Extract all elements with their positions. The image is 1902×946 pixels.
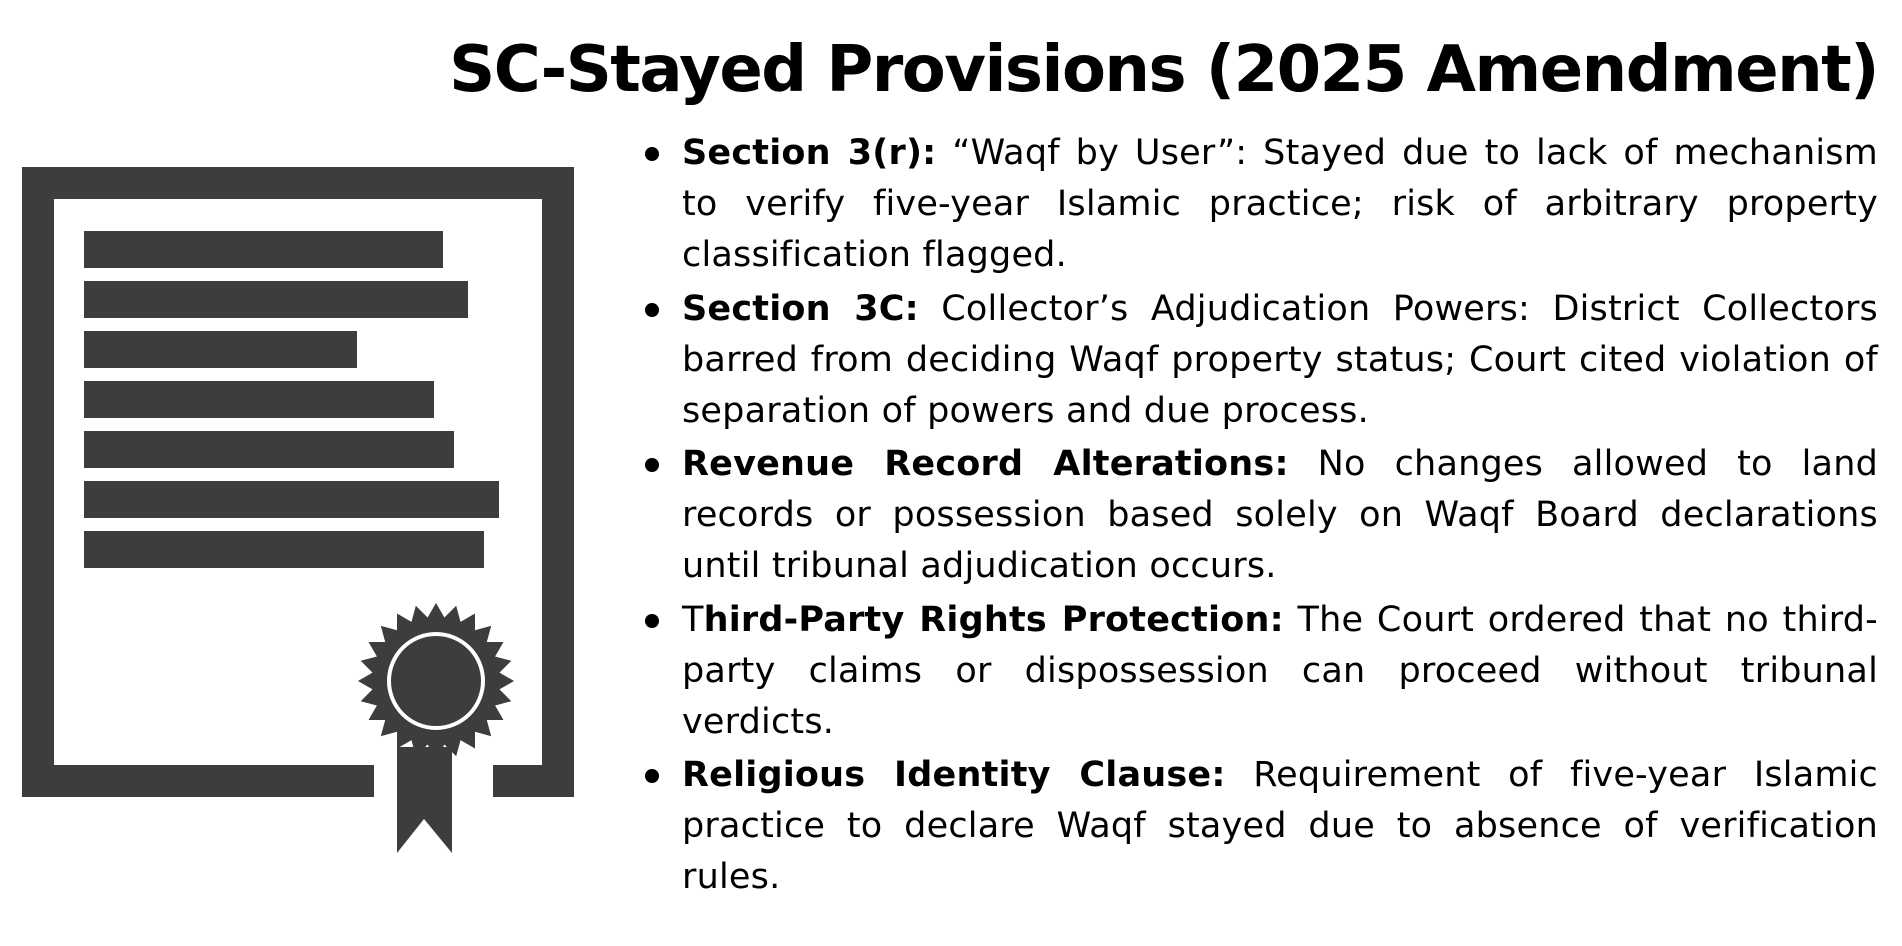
list-item	[640, 128, 1878, 281]
provision-lead: hird-Party Rights Protection:	[703, 599, 1284, 640]
page-title: SC-Stayed Provisions (2025 Amendment)	[449, 33, 1878, 107]
provision-lead-plain: T	[682, 599, 704, 640]
provision-text: Requirement of five-year Islamic practice to declare Waqf stayed due to absence of verification rules.	[682, 755, 1879, 897]
bullet-icon	[645, 303, 659, 317]
bullet-icon	[645, 769, 659, 783]
ribbon-seal-icon	[358, 603, 514, 853]
provision-lead: Revenue Record Alterations:	[682, 444, 1289, 484]
bullet-icon	[645, 458, 659, 472]
list-item	[640, 284, 1878, 437]
certificate-icon	[22, 167, 574, 853]
provision-lead: Section 3(r):	[682, 133, 937, 173]
provision-lead: Religious Identity Clause:	[682, 755, 1226, 795]
bullet-icon	[645, 147, 659, 161]
text-lines-icon	[84, 231, 499, 568]
provision-text: No changes allowed to land records or possession based solely on Waqf Board declarations until tribunal adjudication occurs.	[682, 444, 1878, 586]
provision-lead: Section 3C:	[682, 288, 919, 329]
provisions-list	[640, 128, 1878, 906]
list-item	[640, 595, 1878, 748]
list-item	[640, 439, 1878, 592]
provision-text: The Court ordered that no third-party claims or dispossession can proceed without tribunal verdicts.	[682, 599, 1879, 742]
provision-text: Collector’s Adjudication Powers: District Collectors barred from deciding Waqf property status; Court cited violation of separation of powers and due process.	[682, 288, 1878, 431]
list-item	[640, 750, 1878, 903]
bullet-icon	[645, 614, 659, 628]
provision-text: “Waqf by User”: Stayed due to lack of mechanism to verify five-year Islamic practice; risk of arbitrary property classification flagged.	[682, 133, 1878, 275]
